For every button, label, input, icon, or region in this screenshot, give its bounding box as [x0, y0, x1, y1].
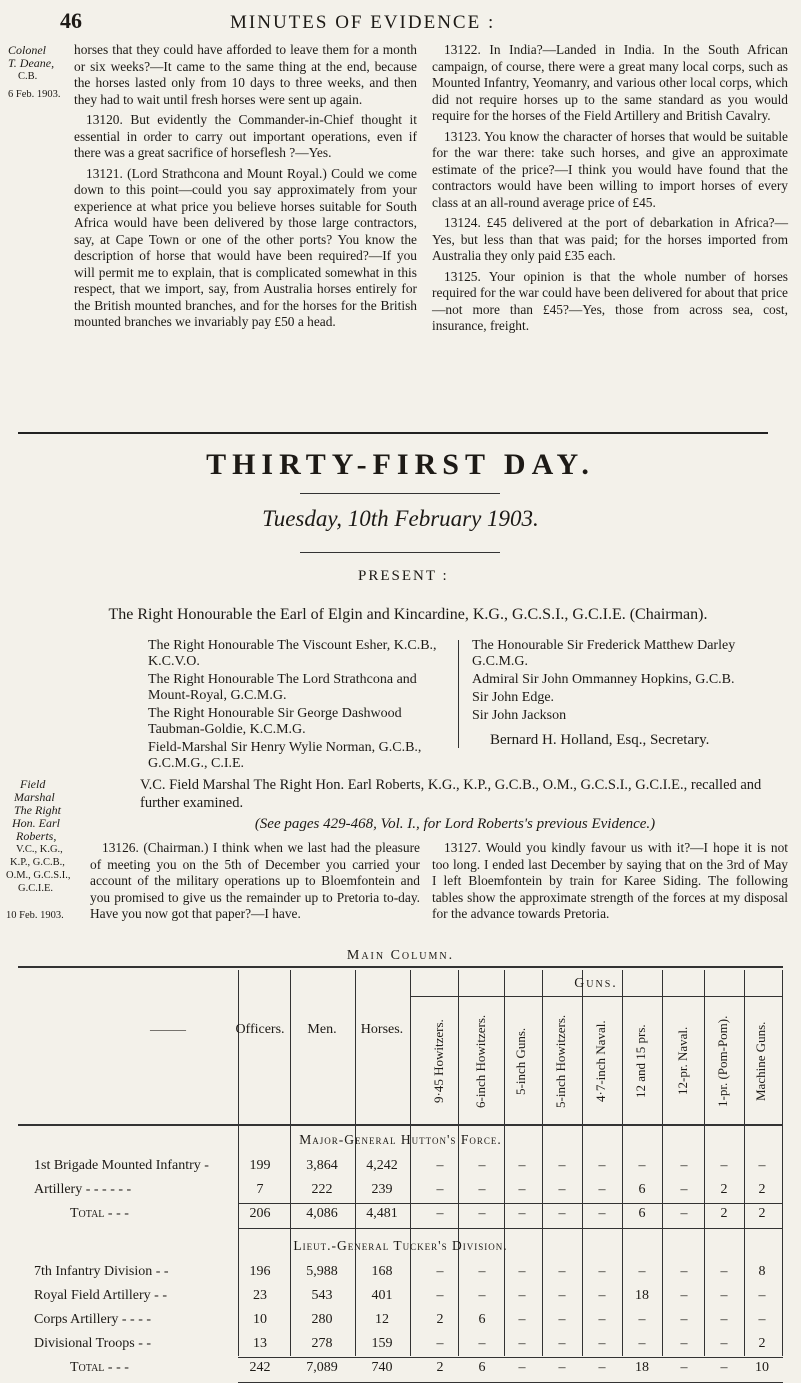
- margin-line: Roberts,: [16, 829, 57, 843]
- table-cell: –: [598, 1182, 606, 1197]
- table-cell: 2: [436, 1312, 444, 1327]
- guns-rule: [410, 996, 782, 997]
- table-cell: –: [478, 1158, 486, 1173]
- total-cell: 6: [478, 1360, 486, 1375]
- running-title: MINUTES OF EVIDENCE :: [230, 12, 496, 33]
- table-cell: 280: [311, 1312, 333, 1327]
- total-cell: 4,481: [366, 1206, 398, 1221]
- attendee: Field-Marshal Sir Henry Wylie Norman, G.C.B., G.C.M.G., C.I.E.: [148, 740, 422, 771]
- total-cell: –: [598, 1360, 606, 1375]
- chairman-line: The Right Honourable the Earl of Elgin and Kincardine, K.G., G.C.S.I., G.C.I.E. (Chairman).: [108, 606, 708, 623]
- table-cell: 13: [253, 1336, 267, 1351]
- table-cell: –: [680, 1288, 688, 1303]
- header-rule: [18, 1124, 783, 1126]
- total-cell: 206: [249, 1206, 271, 1221]
- attendee: Admiral Sir John Ommanney Hopkins, G.C.B.: [472, 672, 735, 687]
- column-header: 9·45 Howitzers.: [431, 1019, 446, 1103]
- total-cell: 2: [436, 1360, 444, 1375]
- attendee: Sir John Jackson: [472, 708, 567, 723]
- table-cell: –: [758, 1158, 766, 1173]
- table-cell: –: [518, 1158, 526, 1173]
- total-cell: 4,086: [306, 1206, 338, 1221]
- row-label: Divisional Troops - -: [34, 1336, 152, 1351]
- table-cell: –: [558, 1158, 566, 1173]
- total-rule: [238, 1203, 783, 1204]
- total-cell: –: [558, 1206, 566, 1221]
- table-cell: –: [720, 1288, 728, 1303]
- row-label: 7th Infantry Division - -: [34, 1264, 169, 1279]
- header-dash: ———: [150, 1022, 186, 1036]
- attendee: The Right Honourable The Viscount Esher, K.C.B., K.C.V.O.: [148, 638, 437, 669]
- column-header: 12-pr. Naval.: [675, 1026, 690, 1096]
- margin-line: Colonel: [8, 43, 46, 57]
- table-cell: –: [598, 1264, 606, 1279]
- margin-line: G.C.I.E.: [18, 883, 53, 894]
- witness-called: V.C. Field Marshal The Right Hon. Earl Roberts, K.G., K.P., G.C.B., O.M., G.C.S.I., G.C.I.E., recalled and further examined.: [140, 777, 762, 811]
- table-cell: 168: [371, 1264, 393, 1279]
- table-cell: –: [518, 1336, 526, 1351]
- see-pages-note: (See pages 429-468, Vol. I., for Lord Roberts's previous Evidence.): [254, 816, 656, 832]
- column-header: 6-inch Howitzers.: [473, 1014, 488, 1108]
- table-cell: 199: [249, 1158, 271, 1173]
- table-cell: –: [518, 1312, 526, 1327]
- table-cell: –: [720, 1264, 728, 1279]
- day-heading: THIRTY-FIRST DAY.: [206, 448, 595, 481]
- table-cell: 239: [371, 1182, 393, 1197]
- table-cell: 3,864: [306, 1158, 338, 1173]
- attendee: The Right Honourable Sir George Dashwood Taubman-Goldie, K.C.M.G.: [148, 706, 402, 737]
- table-cell: –: [436, 1264, 444, 1279]
- margin-line: K.P., G.C.B.,: [10, 857, 65, 868]
- guns-header: Guns.: [574, 976, 618, 991]
- margin-line: Marshal: [14, 790, 55, 804]
- margin-line: V.C., K.G.,: [16, 844, 63, 855]
- margin-line: Field: [20, 777, 46, 791]
- table-cell: 2: [758, 1336, 766, 1351]
- table-cell: –: [598, 1312, 606, 1327]
- attendee: The Right Honourable The Lord Strathcona and Mount-Royal, G.C.M.G.: [148, 672, 417, 703]
- present-label: PRESENT :: [358, 568, 449, 584]
- paragraph: 13123. You know the character of horses that would be suitable for the war there: take such horses, and give an approximate estimate of the price?—I think you would have found that the contractors would have been willing to import horses of every class at an all-round average price of £45.: [432, 128, 788, 210]
- paragraph: 13127. Would you kindly favour us with it?—I hope it is not too long. I ended last December by saying that on the 3rd of May I left Bloemfontein by train for Karee Siding. The following tables show the approximate strength of the forces at my disposal for the advance towards Pretoria.: [432, 840, 788, 921]
- table-cell: –: [758, 1288, 766, 1303]
- attendee: The Honourable Sir Frederick Matthew Darley G.C.M.G.: [472, 638, 736, 669]
- table-cell: –: [558, 1288, 566, 1303]
- column-header: Horses.: [360, 1022, 404, 1037]
- table-cell: –: [478, 1264, 486, 1279]
- paragraph: 13126. (Chairman.) I think when we last had the pleasure of meeting you on the 5th of December you carried your account of the military operations up to Bloemfontein and you promised to give us the remainder up to Pretoria to-day. Have you now got that paper?—I have.: [90, 840, 420, 921]
- table-cell: –: [478, 1336, 486, 1351]
- column-header: 12 and 15 prs.: [633, 1024, 648, 1098]
- margin-date: 6 Feb. 1903.: [8, 89, 61, 100]
- date-line: Tuesday, 10th February 1903.: [262, 506, 539, 531]
- total-cell: –: [518, 1206, 526, 1221]
- row-label: Corps Artillery - - - -: [34, 1312, 152, 1327]
- table-cell: –: [558, 1182, 566, 1197]
- table-cell: 222: [311, 1182, 333, 1197]
- table-cell: 278: [311, 1336, 333, 1351]
- paragraph: 13120. But evidently the Commander-in-Chief thought it essential in order to carry out important operations, even if there was a great sacrifice of horseflesh ?—Yes.: [74, 112, 417, 160]
- total-rule: [238, 1357, 783, 1358]
- table-cell: 401: [371, 1288, 393, 1303]
- table-cell: –: [680, 1182, 688, 1197]
- paragraph: 13122. In India?—Landed in India. In the South African campaign, of course, there were a great many local corps, such as Mounted Infantry, Yeomanry, and various other local corps, which did not require horses up to the same standard as you would require for the horses of the Field Artillery and British Cavalry.: [432, 42, 788, 123]
- total-cell: 740: [371, 1360, 393, 1375]
- margin-line: Hon. Earl: [12, 816, 60, 830]
- paragraph: 13125. Your opinion is that the whole number of horses required for the war could have been delivered for about that price—not more than £45?—Yes, those from across sea, cost, insurance, freight.: [432, 268, 788, 333]
- table-cell: –: [720, 1336, 728, 1351]
- table-cell: –: [598, 1288, 606, 1303]
- table-cell: –: [720, 1312, 728, 1327]
- table-cell: 18: [635, 1288, 649, 1303]
- total-cell: 2: [758, 1206, 766, 1221]
- total-label: Total - - -: [70, 1206, 129, 1221]
- total-cell: 7,089: [306, 1360, 338, 1375]
- total-cell: –: [680, 1360, 688, 1375]
- table-cell: –: [558, 1336, 566, 1351]
- table-cell: –: [758, 1312, 766, 1327]
- page-number: 46: [60, 8, 82, 33]
- total-cell: –: [478, 1206, 486, 1221]
- table-cell: –: [436, 1288, 444, 1303]
- column-rule: [662, 970, 663, 1356]
- table-cell: 196: [249, 1264, 271, 1279]
- total-cell: 18: [635, 1360, 649, 1375]
- table-cell: –: [638, 1158, 646, 1173]
- column-header: 1-pr. (Pom-Pom).: [715, 1015, 730, 1107]
- total-cell: –: [436, 1206, 444, 1221]
- column-header: 5-inch Howitzers.: [553, 1014, 568, 1108]
- total-cell: –: [720, 1360, 728, 1375]
- total-cell: 10: [755, 1360, 769, 1375]
- margin-line: O.M., G.C.S.I.,: [6, 870, 71, 881]
- table-cell: –: [680, 1312, 688, 1327]
- table-cell: 543: [311, 1288, 333, 1303]
- table-cell: –: [478, 1288, 486, 1303]
- section-end-rule: [238, 1228, 783, 1229]
- total-cell: 2: [720, 1206, 728, 1221]
- column-header: 5-inch Guns.: [513, 1027, 528, 1095]
- total-cell: –: [680, 1206, 688, 1221]
- table-cell: –: [680, 1158, 688, 1173]
- margin-line: The Right: [14, 803, 61, 817]
- table-cell: –: [518, 1182, 526, 1197]
- secretary-line: Bernard H. Holland, Esq., Secretary.: [490, 732, 710, 748]
- table-cell: 5,988: [306, 1264, 338, 1279]
- table-cell: –: [638, 1336, 646, 1351]
- margin-line: T. Deane,: [8, 56, 55, 70]
- table-cell: –: [436, 1158, 444, 1173]
- margin-line: C.B.: [18, 71, 38, 82]
- column-header: 4·7-inch Naval.: [593, 1020, 608, 1102]
- table-cell: –: [680, 1264, 688, 1279]
- table-cell: 23: [253, 1288, 267, 1303]
- table-cell: 6: [638, 1182, 646, 1197]
- table-cell: –: [638, 1312, 646, 1327]
- row-label: Artillery - - - - - -: [34, 1182, 132, 1197]
- attendee: Sir John Edge.: [472, 690, 555, 705]
- table-cell: –: [720, 1158, 728, 1173]
- column-header: Machine Guns.: [753, 1021, 768, 1101]
- paragraph: horses that they could have afforded to leave them for a month or six weeks?—It came to the same thing at the end, because the horses lasted only from 10 days to three weeks, and then they had to wait until fresh horses were sent up again.: [74, 42, 417, 107]
- total-cell: 242: [249, 1360, 271, 1375]
- total-cell: –: [558, 1360, 566, 1375]
- total-cell: –: [598, 1206, 606, 1221]
- table-cell: –: [638, 1264, 646, 1279]
- table-cell: –: [598, 1158, 606, 1173]
- paragraph: 13121. (Lord Strathcona and Mount Royal.) Could we come down to this point—could you say approximately from your experience at what price you believe horses suitable for South Africa would have been delivered by those large contractors, say, at Cape Town or one of the other ports? You know the description of horse that would have been required?—If you will permit me to explain, that is complicated somewhat in this respect, that we import, say, from Australia horses entirely for the British mounted branches, and for the horses for the British mounted branches we invariably pay £50 a head.: [74, 165, 417, 329]
- table-cell: 10: [253, 1312, 267, 1327]
- total-label: Total - - -: [70, 1360, 129, 1375]
- table-cell: 2: [720, 1182, 728, 1197]
- table-cell: 7: [256, 1182, 264, 1197]
- row-label: 1st Brigade Mounted Infantry -: [34, 1158, 209, 1173]
- table-caption: Main Column.: [346, 948, 455, 963]
- section-title: Major-General Hutton's Force.: [299, 1132, 502, 1147]
- table-cell: 159: [371, 1336, 393, 1351]
- table-cell: 8: [758, 1264, 766, 1279]
- table-cell: 4,242: [366, 1158, 398, 1173]
- table-cell: –: [558, 1264, 566, 1279]
- total-cell: 6: [638, 1206, 646, 1221]
- row-label: Royal Field Artillery - -: [34, 1288, 167, 1303]
- table-cell: –: [436, 1336, 444, 1351]
- table-cell: –: [680, 1336, 688, 1351]
- total-cell: –: [518, 1360, 526, 1375]
- table-cell: 6: [478, 1312, 486, 1327]
- table-cell: 2: [758, 1182, 766, 1197]
- table-cell: –: [436, 1182, 444, 1197]
- table-cell: –: [558, 1312, 566, 1327]
- column-header: Men.: [307, 1022, 337, 1037]
- table-cell: –: [518, 1264, 526, 1279]
- section-title: Lieut.-General Tucker's Division.: [293, 1238, 508, 1253]
- table-cell: –: [518, 1288, 526, 1303]
- column-header: Officers.: [235, 1022, 285, 1037]
- table-cell: 12: [375, 1312, 389, 1327]
- column-rule: [782, 970, 783, 1356]
- paragraph: 13124. £45 delivered at the port of debarkation in Africa?—Yes, but less than that was paid; for the horses imported from Australia they only paid £35 each.: [432, 215, 788, 263]
- table-cell: –: [598, 1336, 606, 1351]
- table-cell: –: [478, 1182, 486, 1197]
- margin-date: 10 Feb. 1903.: [6, 910, 64, 921]
